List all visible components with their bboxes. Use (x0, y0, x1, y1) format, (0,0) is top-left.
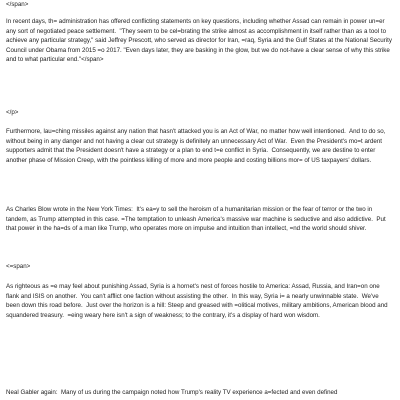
paragraph-close-tag: </p> (6, 109, 19, 116)
paragraph-charles-blow-quote: As Charles Blow wrote in the New York Times: It's ea=y to sell the heroism of a humanitarian mission or the fear of terror or the two in tandem, as Trump attempted in this case. =The temptation to unleash America's massive war machine is seductive and also addictive. Put that power in the ha=ds of a man like Trump, who operates more on impulse and intuition than intellect, =nd the world should shiver. (6, 206, 388, 233)
paragraph-hornets-nest: As righteous as =e may feel about punishing Assad, Syria is a hornet's nest of forces hostile to America: Assad, Russia, and Iran=on one flank and ISIS on another. You can't afflict one faction without assisting the other. In this way, Syria i= a nearly unwinnable state. We've been down this road before. Just over the horizon is a hill: Steep and greased with =olitical motives, military ambitions, American blood and squandered treasury. =eing weary here isn't a sign of weakness; to the contrary, it's a display of hard won wisdom. (6, 283, 390, 319)
paragraph-act-of-war: Furthermore, lau=ching missiles against any nation that hasn't attacked you is an Act of War, no matter how well intentioned. And to do so, without being in any danger and not having a clear cut strategy is definitely an unnecessary Act of War. Even the President's mo=t ardent supporters admit that the President doesn't have a strategy or a plan to end t=e conflict in Syria. Consequently, we are destine to enter another phase of Mission Creep, with the pointless killing of more and more people and costing billions mor= of US taxpayers' dollars. (6, 128, 388, 164)
paragraph-neal-gabler: Neal Gabler again: Many of us during the campaign noted how Trump's reality TV experience a=fected and even defined (6, 389, 338, 396)
span-close-tag: </span> (6, 1, 29, 8)
span-open-tag: <=span> (6, 263, 31, 270)
paragraph-administration-statements: In recent days, th= administration has offered conflicting statements on key questions, including whether Assad can remain in power un=er any sort of negotiated peace settlement. "They seem to be cel=brating the strike almost as accomplishment in itself rather than as a tool to achieve any particular strategy," said Jeffrey Prescott, who served as director for Iran, =raq, Syria and the Gulf States at the National Security Council under Obama from 2015 =o 2017. "Even days later, they are basking in the glow, but we do not-have a clear sense of why this strike and to what particular end."</span> (6, 18, 394, 64)
